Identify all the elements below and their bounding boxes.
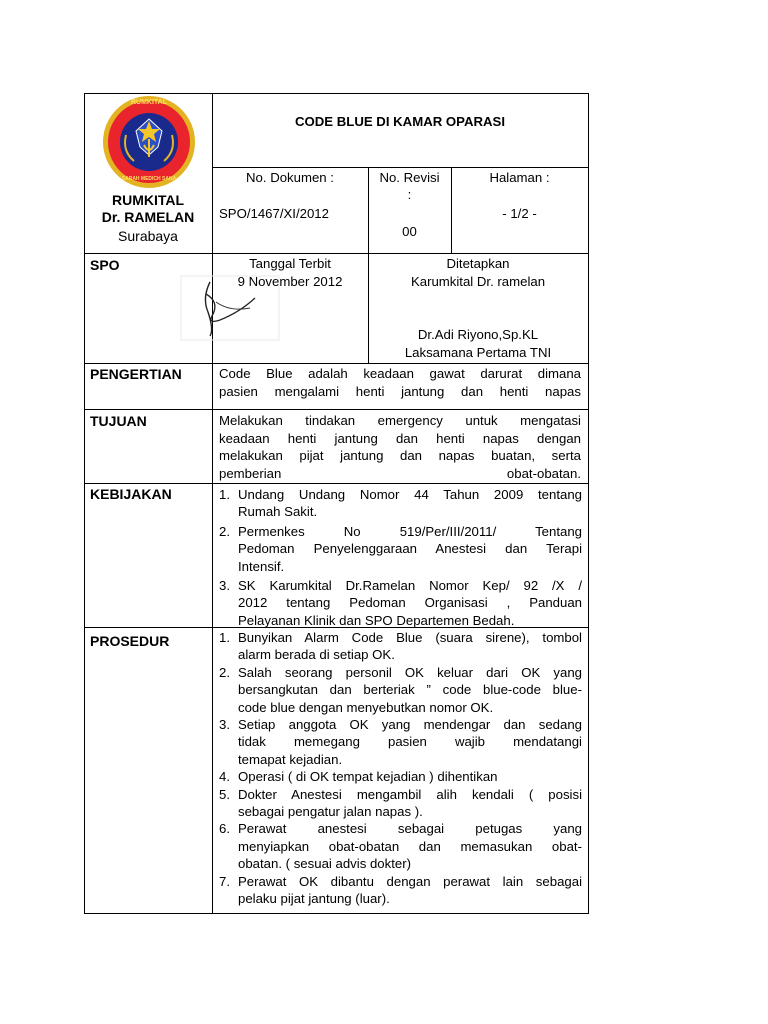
- item-line: obatan. ( sesuai advis dokter): [238, 856, 411, 872]
- kebijakan-item: [216, 523, 582, 575]
- pengertian-line: Code Blue adalah keadaan gawat darurat dimana: [219, 366, 581, 381]
- hospital-name-line2: Dr. RAMELAN: [101, 209, 195, 225]
- kebijakan-list: [216, 486, 582, 629]
- item-line: Dokter Anestesi mengambil alih kendali ( posisi: [238, 786, 582, 802]
- item-line: menyiapkan obat-obatan dan memasukan obat-: [238, 838, 582, 854]
- tujuan-text: [219, 412, 581, 482]
- item-number: 4.: [219, 769, 230, 785]
- item-line: SK Karumkital Dr.Ramelan Nomor Kep/ 92 /X /: [238, 578, 582, 594]
- doc-number-label: No. Dokumen :: [246, 170, 334, 185]
- item-number: 3.: [219, 717, 230, 733]
- item-number: 5.: [219, 786, 230, 802]
- page-value: - 1/2 -: [502, 206, 537, 221]
- prosedur-item: [216, 664, 582, 716]
- signer-name: Dr.Adi Riyono,Sp.KL: [417, 327, 539, 342]
- item-number: 6.: [219, 821, 230, 837]
- item-line: sebagai pengatur jalan napas ).: [238, 804, 423, 820]
- revision-label: No. Revisi: [379, 170, 440, 185]
- signature: [180, 272, 280, 342]
- item-number: 7.: [219, 873, 230, 889]
- item-line: Perawat anestesi sebagai petugas yang: [238, 821, 582, 837]
- tujuan-line: keadaan henti jantung dan henti napas dengan: [219, 430, 581, 446]
- item-line: alarm berada di setiap OK.: [238, 647, 395, 663]
- pengertian-line: pasien mengalami henti jantung dan henti napas: [219, 384, 581, 399]
- item-line: 2012 tentang Pedoman Organisasi , Panduan: [238, 595, 582, 611]
- item-line: tidak memegang pasien wajib mendatangi: [238, 734, 582, 750]
- item-number: 1.: [219, 630, 230, 645]
- prosedur-list: [216, 629, 582, 908]
- item-line: Intensif.: [238, 558, 285, 574]
- hospital-city: Surabaya: [118, 228, 178, 244]
- doc-number-value: SPO/1467/XI/2012: [219, 206, 329, 221]
- revision-label-colon: :: [407, 187, 412, 202]
- prosedur-item: [216, 768, 582, 785]
- prosedur-item: [216, 873, 582, 908]
- item-line: Pedoman Penyelenggaraan Anestesi dan Terapi: [238, 541, 582, 557]
- tujuan-label: TUJUAN: [90, 413, 147, 429]
- established-label: Ditetapkan: [446, 256, 510, 271]
- item-line: Undang Undang Nomor 44 Tahun 2009 tentang: [238, 487, 582, 502]
- item-line: Operasi ( di OK tempat kejadian ) dihentikan: [238, 769, 498, 785]
- logo-text-bottom: SARAH MEDICH SANA: [121, 176, 177, 182]
- item-line: bersangkutan dan berteriak ” code blue-code blue-: [238, 682, 582, 698]
- item-line: Permenkes No 519/Per/III/2011/ Tentang: [238, 523, 582, 539]
- item-line: Pelayanan Klinik dan SPO Departemen Bedah.: [238, 612, 515, 628]
- item-number: 2.: [219, 664, 230, 680]
- kebijakan-item: [216, 577, 582, 629]
- item-number: 3.: [219, 578, 230, 594]
- revision-value: 00: [402, 224, 417, 239]
- tujuan-line: Melakukan tindakan emergency untuk mengatasi: [219, 413, 581, 428]
- pengertian-text: [219, 365, 581, 401]
- spo-label: SPO: [90, 257, 120, 273]
- item-line: pelaku pijat jantung (luar).: [238, 891, 390, 907]
- item-line: Setiap anggota OK yang mendengar dan sedang: [238, 717, 582, 733]
- item-number: 2.: [219, 523, 230, 539]
- issue-date-label: Tanggal Terbit: [249, 256, 331, 271]
- item-line: Bunyikan Alarm Code Blue (suara sirene), tombol: [238, 630, 582, 645]
- item-line: Salah seorang personil OK keluar dari OK yang: [238, 664, 582, 680]
- prosedur-item: [216, 786, 582, 821]
- item-number: 1.: [219, 487, 230, 502]
- hospital-logo: [100, 95, 198, 191]
- tujuan-line: melakukan pijat jantung dan napas buatan, serta: [219, 448, 581, 463]
- page-label: Halaman :: [489, 170, 550, 185]
- established-by: Karumkital Dr. ramelan: [410, 274, 546, 289]
- item-line: Perawat OK dibantu dengan perawat lain sebagai: [238, 873, 582, 889]
- kebijakan-label: KEBIJAKAN: [90, 486, 172, 502]
- pengertian-label: PENGERTIAN: [90, 366, 182, 382]
- item-line: Rumah Sakit.: [238, 504, 318, 520]
- kebijakan-item: [216, 486, 582, 521]
- document-title: CODE BLUE DI KAMAR OPARASI: [294, 114, 506, 129]
- prosedur-label: PROSEDUR: [90, 633, 170, 649]
- item-line: temapat kejadian.: [238, 751, 343, 767]
- signer-rank: Laksamana Pertama TNI: [404, 345, 552, 360]
- prosedur-item: [216, 820, 582, 872]
- hospital-name-line1: RUMKITAL: [111, 192, 185, 208]
- issue-date-value: 9 November 2012: [237, 274, 343, 289]
- tujuan-line: pemberian obat-obatan.: [219, 465, 581, 481]
- logo-text-top: RUMKITAL: [130, 99, 168, 106]
- prosedur-item: [216, 629, 582, 664]
- prosedur-item: [216, 716, 582, 768]
- item-line: code blue dengan menyebutkan nomor OK.: [238, 699, 494, 715]
